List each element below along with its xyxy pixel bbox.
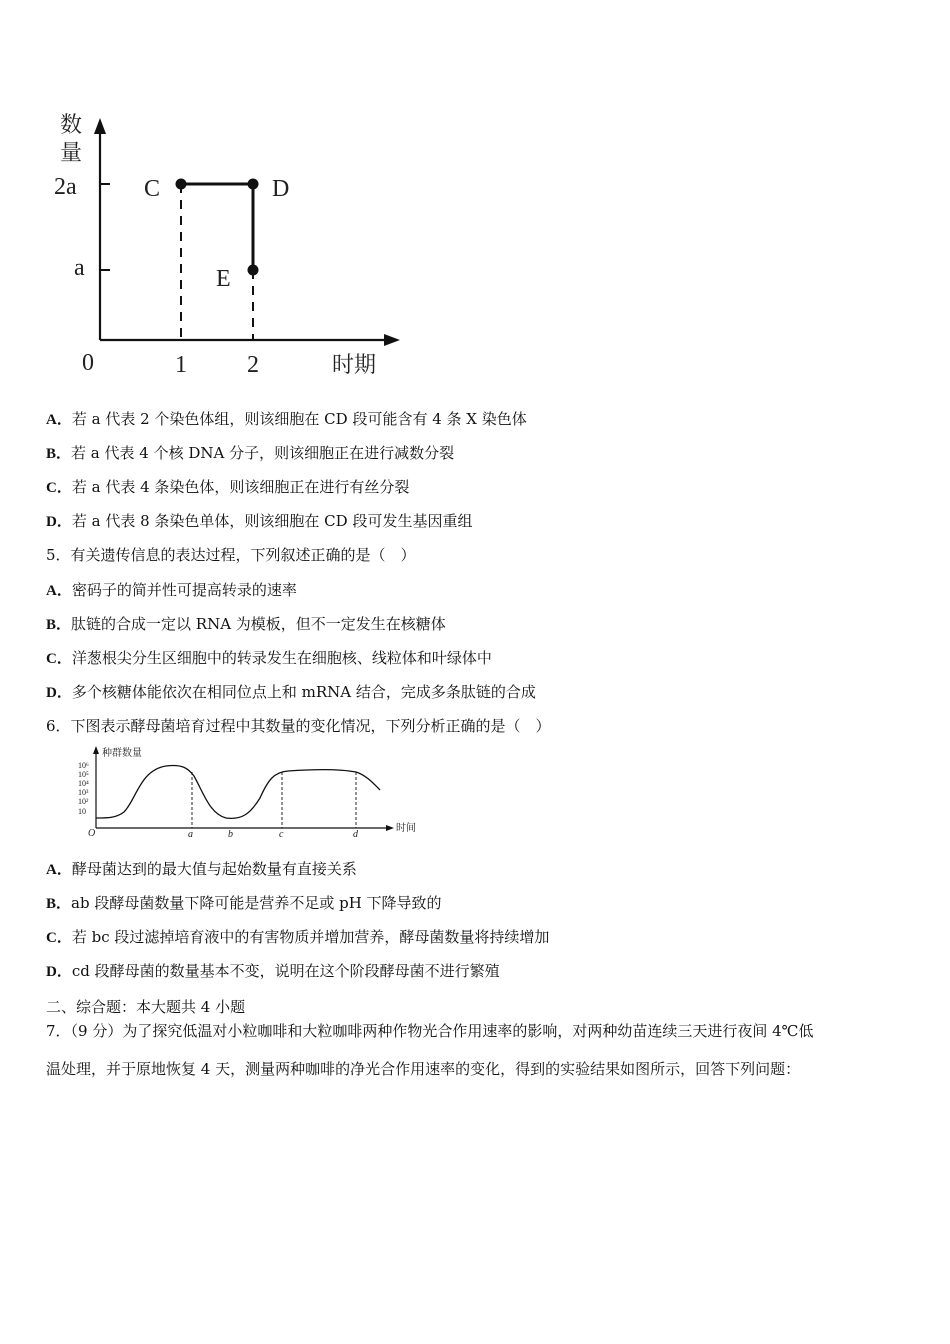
q6-option-a (46, 859, 357, 880)
q6-option-d (46, 961, 500, 982)
y-axis-arrow (94, 118, 106, 134)
option-text: 若 bc 段过滤掉培育液中的有害物质并增加营养，酵母菌数量将持续增加 (71, 928, 550, 946)
option-letter: D． (46, 685, 72, 701)
point-e-label: E (216, 266, 231, 292)
option-text: 若 a 代表 8 条染色单体，则该细胞在 CD 段可发生基因重组 (71, 512, 473, 530)
x-tick-c: c (279, 829, 284, 840)
option-text: 若 a 代表 4 条染色体，则该细胞正在进行有丝分裂 (71, 478, 410, 496)
y-tick-10: 10 (78, 807, 86, 816)
option-letter: C． (46, 480, 72, 496)
origin-label: 0 (82, 350, 94, 376)
y-axis-label-2: 量 (60, 141, 83, 166)
x-axis-arrow (384, 334, 400, 346)
q4-option-d (46, 511, 472, 532)
origin-label: O (88, 828, 96, 839)
x-tick-2: 2 (247, 352, 259, 378)
x-axis-label: 时间 (396, 823, 416, 834)
option-text: 密码子的简并性可提高转录的速率 (71, 581, 297, 599)
point-d-dot (248, 179, 259, 190)
option-text: cd 段酵母菌的数量基本不变，说明在这个阶段酵母菌不进行繁殖 (71, 962, 500, 980)
q7-line-2: 温处理，并于原地恢复 4 天，测量两种咖啡的净光合作用速率的变化，得到的实验结果如图所示，回答下列问题： (46, 1060, 801, 1078)
y-tick-1e4: 10⁴ (78, 779, 89, 788)
point-c-dot (176, 179, 187, 190)
q5-option-c (46, 648, 492, 669)
figure-yeast-population (70, 742, 430, 842)
option-letter: B． (46, 896, 72, 912)
option-text: 若 a 代表 4 个核 DNA 分子，则该细胞正在进行减数分裂 (71, 444, 455, 462)
y-tick-1e3: 10³ (78, 788, 89, 797)
q5-option-a (46, 580, 297, 601)
section-heading: 二、综合题：本大题共 4 小题 (46, 998, 246, 1016)
x-tick-d: d (353, 829, 358, 840)
figure-chromosome-count (40, 100, 410, 390)
option-letter: A． (46, 412, 72, 428)
q6-option-c (46, 927, 549, 948)
option-letter: C． (46, 651, 72, 667)
y-tick-1e5: 10⁵ (78, 770, 89, 779)
option-text: 肽链的合成一定以 RNA 为模板，但不一定发生在核糖体 (71, 615, 446, 633)
option-text: 若 a 代表 2 个染色体组，则该细胞在 CD 段可能含有 4 条 X 染色体 (71, 410, 527, 428)
x-tick-b: b (228, 829, 233, 840)
option-text: 酵母菌达到的最大值与起始数量有直接关系 (71, 860, 357, 878)
point-e-dot (248, 265, 259, 276)
option-letter: A． (46, 862, 72, 878)
y-tick-1e2: 10² (78, 797, 89, 806)
y-tick-1e6: 10⁶ (78, 761, 89, 770)
option-text: 洋葱根尖分生区细胞中的转录发生在细胞核、线粒体和叶绿体中 (71, 649, 492, 667)
y-axis-arrow (93, 746, 99, 754)
q4-option-c (46, 477, 409, 498)
point-c-label: C (144, 176, 161, 202)
x-axis-arrow (386, 825, 394, 831)
x-axis-label: 时期 (332, 353, 377, 378)
option-text: 多个核糖体能依次在相同位点上和 mRNA 结合，完成多条肽链的合成 (71, 683, 536, 701)
option-letter: D． (46, 514, 72, 530)
option-letter: D． (46, 964, 72, 980)
q6-stem: 6．下图表示酵母菌培育过程中其数量的变化情况，下列分析正确的是（ ） (46, 717, 551, 735)
y-tick-a: a (74, 255, 85, 281)
option-letter: B． (46, 617, 72, 633)
x-tick-a: a (188, 829, 193, 840)
q4-option-b (46, 443, 454, 464)
point-d-label: D (272, 176, 290, 202)
q7-line-1: 7．（9 分）为了探究低温对小粒咖啡和大粒咖啡两种作物光合作用速率的影响，对两种幼苗连续三天进行夜间 4℃低 (46, 1022, 814, 1040)
y-tick-2a: 2a (54, 174, 77, 200)
option-text: ab 段酵母菌数量下降可能是营养不足或 pH 下降导致的 (71, 894, 442, 912)
q5-stem: 5．有关遗传信息的表达过程，下列叙述正确的是（ ） (46, 546, 416, 564)
x-tick-1: 1 (175, 352, 187, 378)
option-letter: A． (46, 583, 72, 599)
y-axis-label-1: 数 (60, 113, 83, 138)
q5-option-d (46, 682, 536, 703)
option-letter: B． (46, 446, 72, 462)
population-curve (96, 765, 380, 818)
q4-option-a (46, 409, 527, 430)
y-axis-label: 种群数量 (102, 748, 142, 759)
option-letter: C． (46, 930, 72, 946)
q6-option-b (46, 893, 442, 914)
q5-option-b (46, 614, 446, 635)
